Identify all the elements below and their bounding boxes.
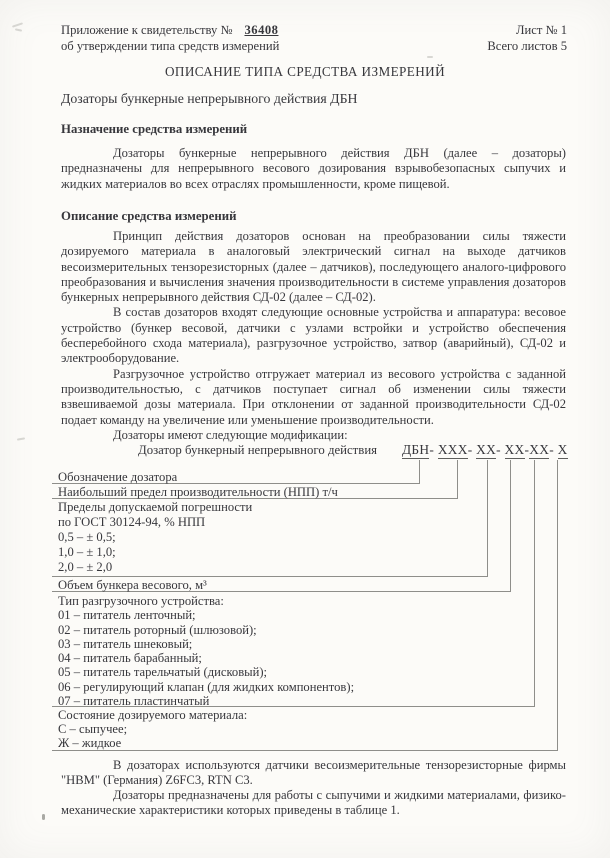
sheet-number: Лист № 1 [516,23,567,37]
device-name: Дозаторы бункерные непрерывного действия ДБН [61,91,358,106]
total-sheets: Всего листов 5 [487,39,567,53]
paragraph: В дозаторах используются датчики весоизмерительные тензорезисторные фирмы "HBM" (Германия) Z6FC3, RTN C3. [61,758,566,788]
diagram-label-material-state: Состояние дозируемого материала: С – сыпучее; Ж – жидкое [58,708,248,750]
diagram-connector-line [557,460,558,750]
diagram-label-capacity: Наибольший предел производительности (НПП) т/ч [58,485,338,499]
scan-artifact [15,28,22,31]
diagram-label-line [52,576,488,577]
code-separator: - [429,442,438,457]
diagram-label-error-limits: Пределы допускаемой погрешности по ГОСТ 30124-94, % НПП 0,5 – ± 0,5; 1,0 – ± 1,0; 2,0 – ± 2,0 [58,500,253,574]
code-separator: - [496,442,505,457]
document-title: ОПИСАНИЕ ТИПА СРЕДСТВА ИЗМЕРЕНИЙ [164,64,446,79]
header-right [487,22,567,54]
code-group: ХХ [476,442,497,457]
diagram-prefix: Дозатор бункерный непрерывного действия [138,443,378,457]
scan-artifact [42,814,45,820]
code-group: ДБН [402,442,430,457]
diagram-label-hopper-volume: Объем бункера весового, м³ [58,578,207,592]
appendix-line-1: Приложение к свидетельству № 36408 [61,23,279,37]
description-body [61,229,566,443]
diagram-connector-line [457,460,458,498]
paragraph: Принцип действия дозаторов основан на преобразовании силы тяжести дозируемого материала в аналоговый электрический сигнал на выходе датчиков весоизмерительных тензорезисторных (далее – датчиков), последующего аналого-цифрового преобразования и вычисления значения производительности в системе управления дозаторов бункерных непрерывного действия СД-02 (далее – СД-02). [61,229,566,305]
code-group: ХХ [504,442,525,457]
diagram-label-designation: Обозначение дозатора [58,470,178,484]
paragraph: Дозаторы имеют следующие модификации: [113,427,348,442]
appendix-line-2: об утверждении типа средств измерений [61,39,280,53]
diagram-label-discharge-type: Тип разгрузочного устройства: 01 – питатель ленточный; 02 – питатель роторный (шлюзовой); 03 – питатель шнековый; 04 – питатель барабанный; 05 – питатель тарельчатый (дисковый); 06 – регулирующий клапан (для жидких компонентов); 07 – питатель пластинчатый [58,594,355,709]
code-separator: - [549,442,558,457]
paragraph: Разгрузочное устройство отгружает материал из весового устройства с заданной производительностью, с датчиков поступает сигнал об изменении силы тяжести взвешиваемой дозы материала. При отклонении от заданной производительности СД-02 подает команду на увеличение или уменьшение производительности. [61,366,566,427]
diagram-connector-line [534,460,535,706]
diagram-connector-line [419,460,420,483]
paragraph: Дозаторы предназначены для работы с сыпучими и жидкими материалами, физико-механические характеристики которых приведены в таблице 1. [61,788,566,818]
diagram-connector-line [510,460,511,591]
code-group: ХХХ [437,442,468,457]
scan-artifact [427,56,433,58]
paragraph: Дозаторы бункерные непрерывного действия ДБН (далее – дозаторы) предназначены для непрерывного весового дозирования взрывобезопасных сыпучих и жидких материалов во всех отраслях промышленности, кроме пищевой. [61,146,566,191]
code-separator: - [467,442,477,457]
paragraph: В состав дозаторов входят следующие основные устройства и аппаратура: весовое устройство (бункер весовой, датчики с узлами встройки и устройство обеспечения бесперебойного схода материала), разгрузочное устройство, затвор (аварийный), СД-02 и электрооборудование. [61,305,566,366]
code-separator: - [524,442,530,457]
certificate-number: 36408 [244,23,279,37]
purpose-paragraph [61,146,566,192]
closing-paragraphs [61,758,566,818]
header-left [61,22,279,54]
diagram-connector-line [487,460,488,576]
code-group: ХХ [529,442,550,457]
scan-artifact [12,22,23,27]
code-group: Х [557,442,568,457]
purpose-heading: Назначение средства измерений [61,122,248,136]
modification-code [402,442,568,458]
scan-artifact [17,437,25,440]
description-heading: Описание средства измерений [61,209,237,223]
